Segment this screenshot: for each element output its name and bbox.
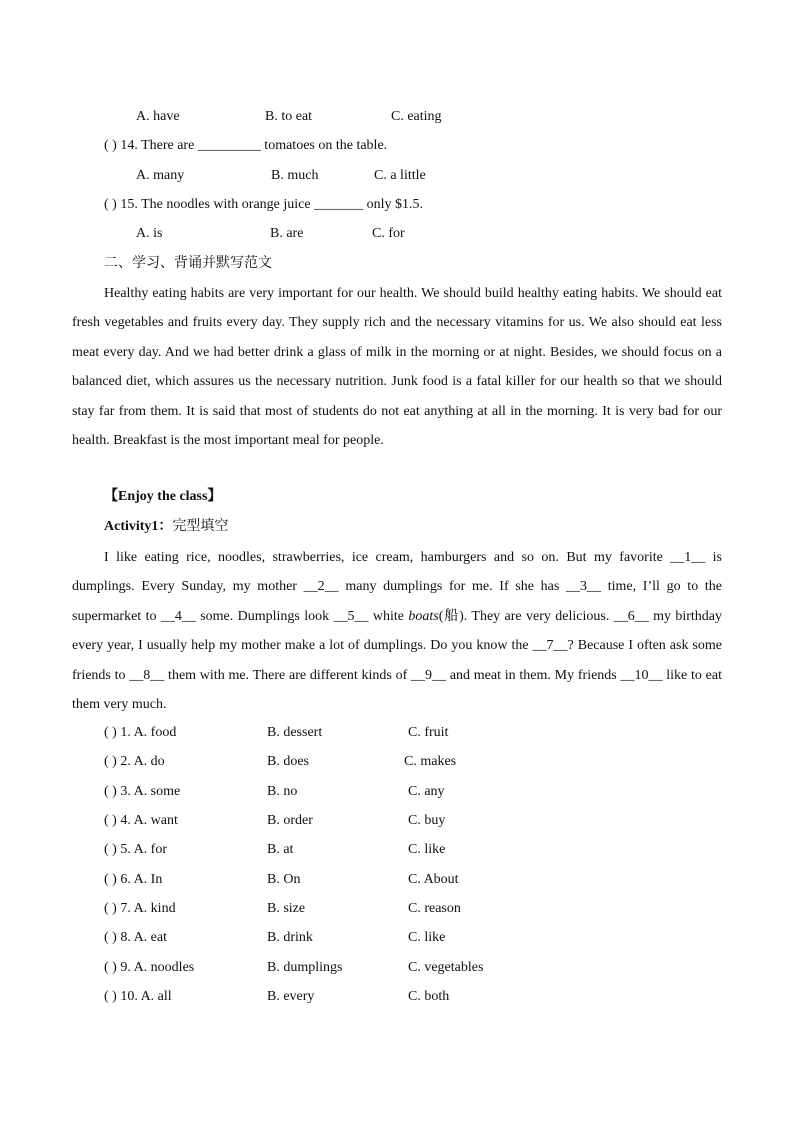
q15-option-b: B. are	[270, 226, 304, 241]
q15-option-c: C. for	[372, 226, 405, 241]
enjoy-class-heading: 【Enjoy the class】	[104, 489, 222, 504]
cloze-q-option-a: A. want	[133, 813, 178, 828]
cloze-q-number: ( ) 3.	[104, 784, 131, 799]
cloze-q3-option-c: C. any	[408, 784, 445, 799]
cloze-question-2	[104, 753, 165, 771]
cloze-q6-option-c: C. About	[408, 872, 459, 887]
q15-stem: The noodles with orange juice _______ only $1.5.	[141, 197, 423, 212]
cloze-passage-part1: I like eating rice, noodles, strawberries, ice cream, hamburgers and so on. But my favorite __1__ is dumplings. Every Sunday, my mother __2__ many dumplings for me. If she has __3__ time, I’ll go to the supermarket to __4__ some. Dumplings look __5__ white	[72, 550, 722, 624]
cloze-question-1	[104, 724, 176, 742]
cloze-q-option-a: A. food	[133, 725, 177, 740]
q14-number: ( ) 14.	[104, 138, 138, 153]
cloze-q-option-a: A. all	[140, 989, 172, 1004]
model-essay-paragraph: Healthy eating habits are very important for our health. We should build healthy eating habits. We should eat fresh vegetables and fruits every day. They supply rich and the necessary vitamins for us. We also should eat less meat every day. And we had better drink a glass of milk in the morning or at night. Besides, we should focus on a balanced diet, which assures us the necessary nutrition. Junk food is a fatal killer for our health so that we should stay far from them. It is said that most of students do not eat anything at all in the morning. It is very bad for our health. Breakfast is the most important meal for people.	[72, 286, 722, 449]
cloze-q-number: ( ) 2.	[104, 754, 131, 769]
cloze-q-option-a: A. do	[133, 754, 165, 769]
q15-stem-line	[104, 196, 423, 214]
section-two-heading: 二、学习、背诵并默写范文	[104, 255, 272, 271]
cloze-q2-option-c: C. makes	[404, 754, 457, 769]
cloze-q6-option-b: B. On	[267, 872, 301, 887]
cloze-q-option-a: A. noodles	[133, 960, 195, 975]
cloze-q-option-a: A. for	[133, 842, 167, 857]
cloze-q-number: ( ) 10.	[104, 989, 138, 1004]
q14-option-c: C. a little	[374, 168, 426, 183]
cloze-question-5	[104, 841, 167, 859]
activity1-title: 完型填空	[172, 518, 229, 534]
q13-option-a: A. have	[136, 109, 180, 124]
q14-stem-line	[104, 137, 387, 155]
cloze-q-number: ( ) 1.	[104, 725, 131, 740]
cloze-q5-option-b: B. at	[267, 842, 294, 857]
q13-option-c: C. eating	[391, 109, 442, 124]
q13-option-b: B. to eat	[265, 109, 313, 124]
cloze-question-4	[104, 812, 178, 830]
q14-option-b: B. much	[271, 168, 319, 183]
cloze-q9-option-b: B. dumplings	[267, 960, 343, 975]
cloze-boat-gloss: (船)	[438, 608, 464, 624]
cloze-q10-option-b: B. every	[267, 989, 315, 1004]
q14-stem: There are _________ tomatoes on the table.	[141, 138, 388, 153]
cloze-q-number: ( ) 9.	[104, 960, 131, 975]
cloze-q8-option-b: B. drink	[267, 930, 313, 945]
cloze-q-option-a: A. some	[133, 784, 181, 799]
cloze-q8-option-c: C. like	[408, 930, 446, 945]
cloze-q-option-a: A. eat	[133, 930, 167, 945]
cloze-question-9	[104, 959, 194, 977]
cloze-q1-option-c: C. fruit	[408, 725, 449, 740]
cloze-q3-option-b: B. no	[267, 784, 298, 799]
cloze-question-7	[104, 900, 176, 918]
cloze-q5-option-c: C. like	[408, 842, 446, 857]
cloze-passage-part2: . They are very delicious. __6__ my birthday every year, I usually help my mother make a lot of dumplings. Do you know the __7__? Because I often ask some friends to __8__ them with me. There are different kinds of __9__ and meat in them. My friends __10__ like to eat them very much.	[72, 608, 722, 713]
q14-option-a: A. many	[136, 168, 185, 183]
cloze-q-number: ( ) 4.	[104, 813, 131, 828]
cloze-question-3	[104, 783, 180, 801]
activity1-label: Activity1：	[104, 519, 173, 534]
cloze-boat-word: boats	[408, 608, 439, 624]
cloze-q1-option-b: B. dessert	[267, 725, 323, 740]
cloze-q-option-a: A. kind	[133, 901, 176, 916]
cloze-question-10	[104, 988, 172, 1006]
cloze-q-option-a: A. In	[133, 872, 163, 887]
cloze-q10-option-c: C. both	[408, 989, 450, 1004]
q15-number: ( ) 15.	[104, 197, 138, 212]
cloze-q-number: ( ) 8.	[104, 930, 131, 945]
cloze-q7-option-c: C. reason	[408, 901, 461, 916]
activity1-heading	[104, 517, 228, 536]
cloze-q9-option-c: C. vegetables	[408, 960, 484, 975]
cloze-q-number: ( ) 6.	[104, 872, 131, 887]
cloze-passage	[72, 543, 722, 719]
cloze-q7-option-b: B. size	[267, 901, 306, 916]
cloze-q-number: ( ) 7.	[104, 901, 131, 916]
cloze-question-6	[104, 871, 162, 889]
cloze-q4-option-b: B. order	[267, 813, 313, 828]
cloze-q-number: ( ) 5.	[104, 842, 131, 857]
cloze-question-8	[104, 929, 167, 947]
cloze-q2-option-b: B. does	[267, 754, 309, 769]
cloze-q4-option-c: C. buy	[408, 813, 446, 828]
q15-option-a: A. is	[136, 226, 163, 241]
